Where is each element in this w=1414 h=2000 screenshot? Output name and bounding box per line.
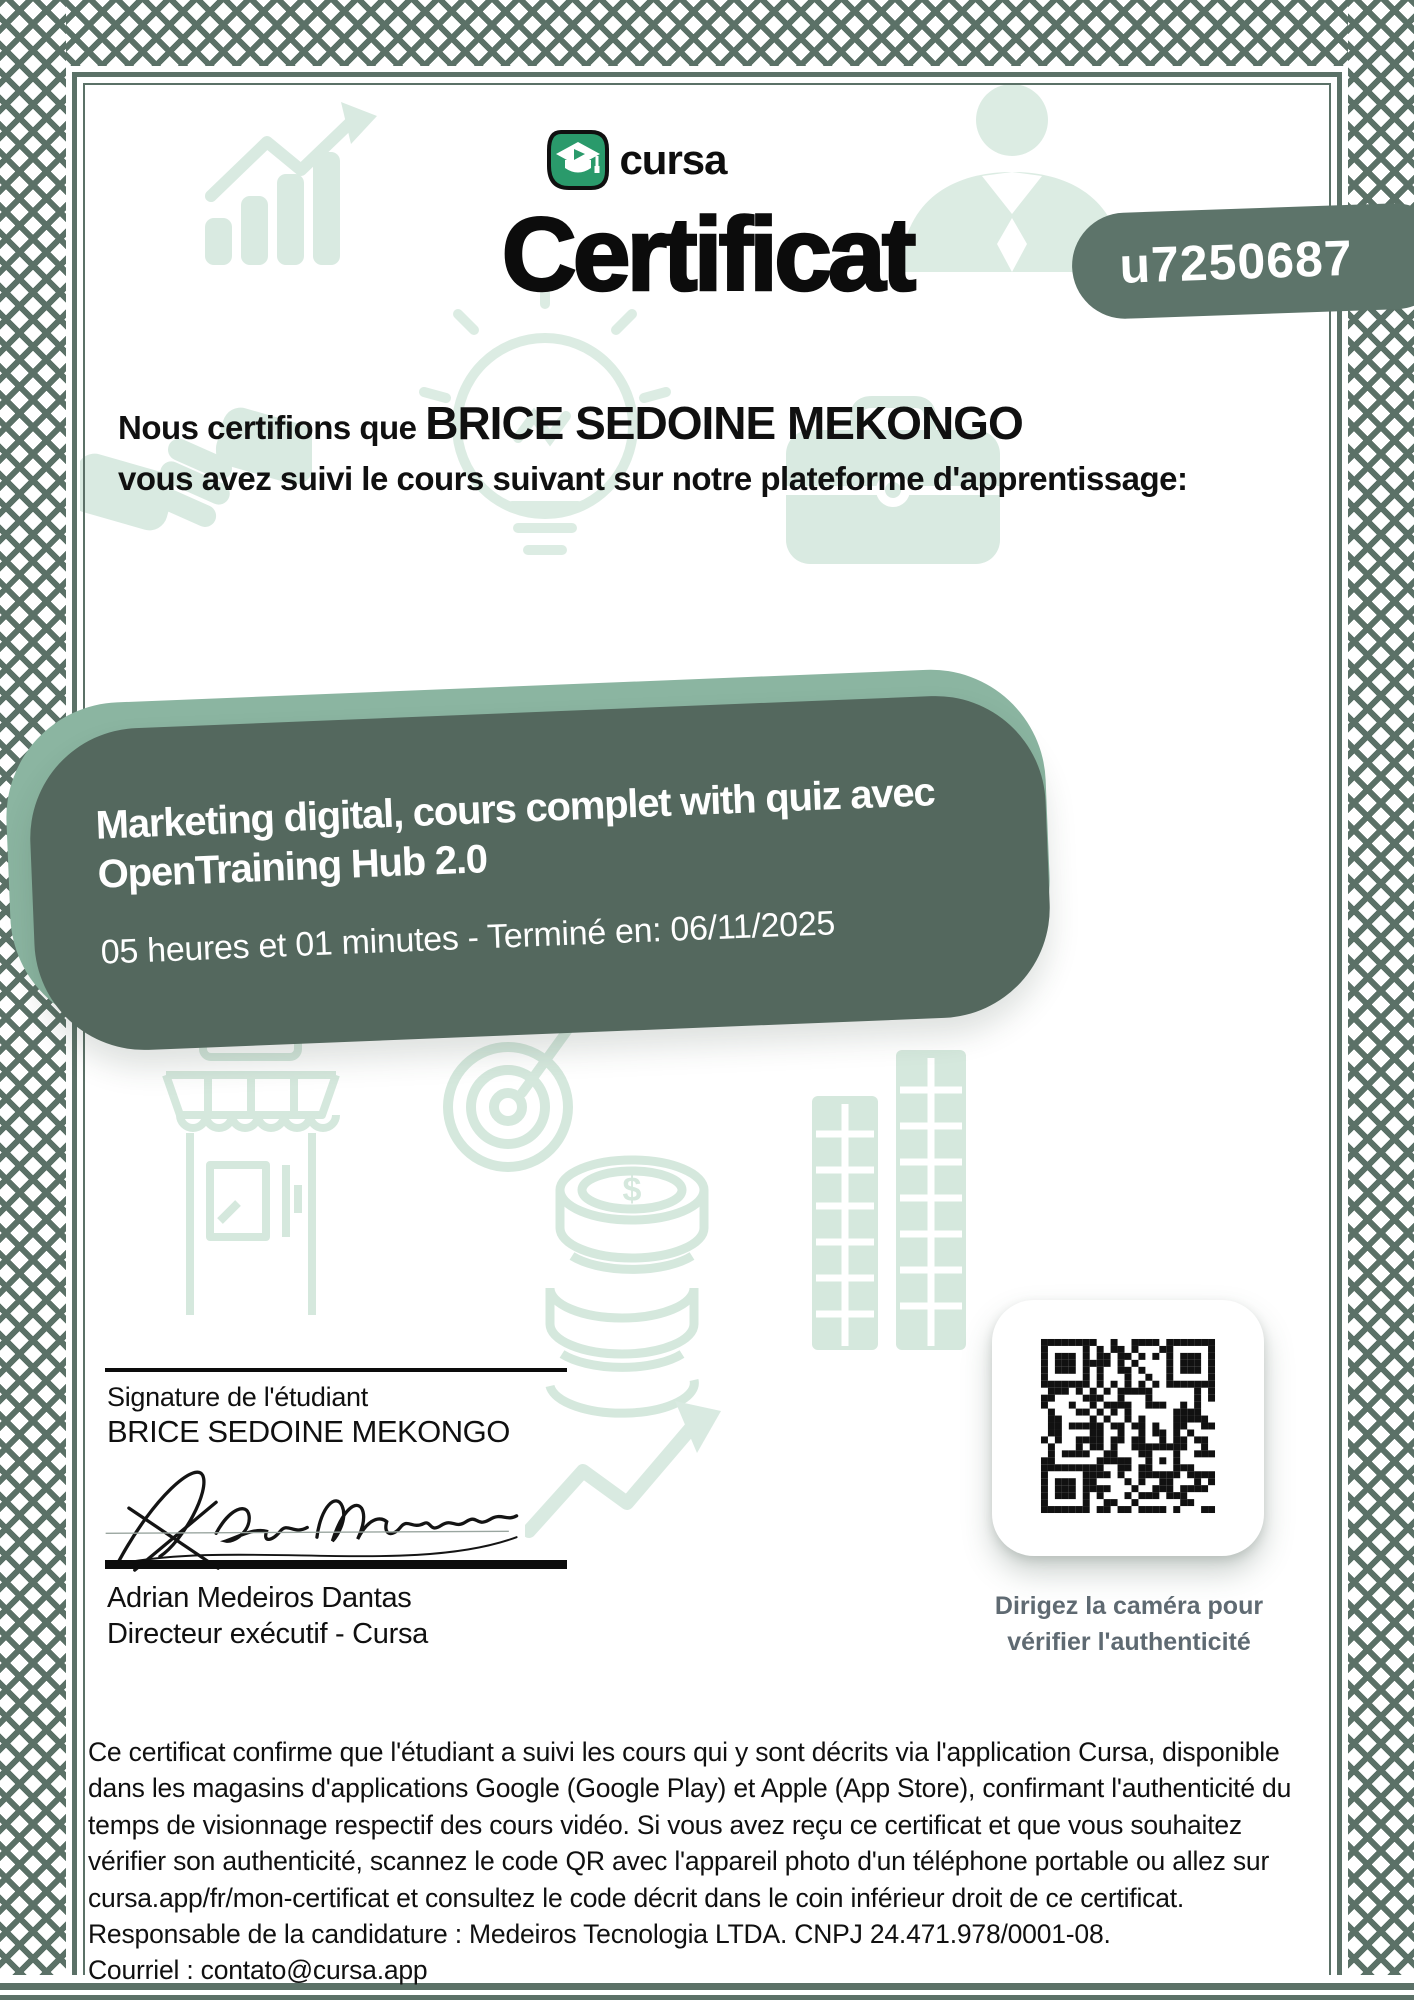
qr-caption: Dirigez la caméra pour vérifier l'authenticité	[994, 1592, 1264, 1657]
footer-text	[88, 1734, 1340, 1989]
footer-line: temps de visionnage respectif des cours vidéo. Si vous avez reçu ce certificat et que vous souhaitez	[88, 1809, 1242, 1840]
svg-text:$: $	[622, 1171, 642, 1209]
intro-line2: vous avez suivi le cours suivant sur notre plateforme d'apprentissage:	[118, 460, 1188, 497]
footer-line: Ce certificat confirme que l'étudiant a suivi les cours qui y sont décrits via l'application Cursa, disponible	[88, 1737, 1280, 1767]
qr-card	[992, 1300, 1264, 1556]
intro-prefix: Nous certifions que	[118, 409, 417, 446]
frame-border-top	[0, 0, 1414, 66]
signature-rule	[105, 1560, 567, 1569]
signature-label: Signature de l'étudiant	[107, 1382, 368, 1412]
certificate-id-badge	[1070, 201, 1414, 320]
footer-line: vérifier son authenticité, scannez le code QR avec l'appareil photo d'un téléphone portable ou allez sur	[88, 1846, 1270, 1877]
qr-code	[1037, 1335, 1219, 1522]
signature-top-rule	[105, 1368, 567, 1372]
signer-role: Directeur exécutif - Cursa	[107, 1618, 428, 1650]
brand-logo	[0, 130, 1344, 190]
course-panel	[6, 684, 1062, 1064]
footer-line: Responsable de la candidature : Medeiros Tecnologia LTDA. CNPJ 24.471.978/0001-08.	[88, 1919, 1111, 1950]
graduation-cap-play-icon	[547, 130, 609, 190]
student-name: BRICE SEDOINE MEKONGO	[425, 397, 1023, 449]
course-panel-main	[26, 692, 1054, 1055]
course-title-line1: Marketing digital, cours complet with quiz avec	[94, 770, 936, 848]
footer-line: cursa.app/fr/mon-certificat et consultez le code décrit dans le coin inférieur droit de ce certificat.	[88, 1882, 1185, 1913]
signer-name: Adrian Medeiros Dantas	[107, 1582, 412, 1614]
bottom-frame-band	[0, 1995, 1414, 2000]
certificate-id: u7250687	[1118, 229, 1354, 294]
brand-name: cursa	[619, 136, 727, 183]
course-details: 05 heures et 01 minutes - Terminé en: 06/11/2025	[100, 903, 836, 972]
signature-student-name: BRICE SEDOINE MEKONGO	[107, 1414, 510, 1449]
certificate-title: Certificat	[501, 197, 913, 313]
handwritten-signature	[95, 1448, 535, 1574]
footer-line: dans les magasins d'applications Google (Google Play) et Apple (App Store), confirmant l'authenticité du	[88, 1773, 1292, 1804]
intro-block	[118, 396, 1188, 498]
course-title-line2: OpenTraining Hub 2.0	[96, 836, 488, 897]
footer-line: Courriel : contato@cursa.app	[88, 1955, 428, 1986]
